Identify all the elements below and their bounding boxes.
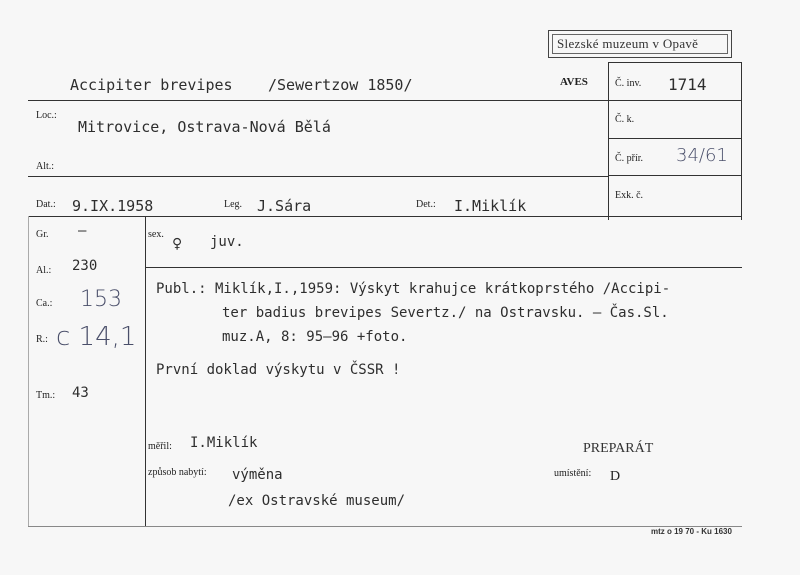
measured-by-value: I.Miklík: [190, 435, 258, 451]
sex-label: sex.: [148, 229, 164, 240]
tail-length-label: Ca.:: [36, 298, 53, 309]
inventory-number-label: Č. inv.: [615, 78, 642, 89]
accession-number-value: 34/61: [676, 145, 728, 166]
sex-age-value: juv.: [210, 234, 244, 250]
locality-value: Mitrovice, Ostrava-Nová Bělá: [78, 118, 331, 136]
publication-line-2: ter badius brevipes Severtz./ na Ostravsku. – Čas.Sl.: [222, 305, 669, 321]
print-code-footer: mtz o 19 70 - Ku 1630: [651, 527, 732, 536]
altitude-label: Alt.:: [36, 161, 55, 172]
date-value: 9.IX.1958: [72, 197, 154, 215]
publication-line-3: muz.A, 8: 95–96 +foto.: [222, 329, 408, 345]
right-box-left-border: [608, 62, 609, 220]
species-author: /Sewertzow 1850/: [268, 76, 413, 94]
altitude-underline: [28, 176, 608, 177]
wing-length-label: Al.:: [36, 265, 52, 276]
first-record-note: První doklad výskytu v ČSSR !: [156, 362, 401, 378]
location-value: D: [610, 469, 621, 484]
publication-line-1: Publ.: Miklík,I.,1959: Výskyt krahujce krátkoprstého /Accipi-: [156, 281, 671, 297]
left-column-border: [145, 216, 146, 526]
acquisition-method-value: výměna: [232, 467, 283, 483]
main-section-divider: [28, 216, 742, 217]
determined-by-label: Det.:: [416, 199, 436, 210]
museum-stamp-text: Slezské muzeum v Opavě: [557, 36, 699, 51]
accession-number-label: Č. přír.: [615, 153, 644, 164]
tail-length-value: 153: [80, 287, 122, 312]
date-label: Dat.:: [36, 199, 56, 210]
right-box-divider-3: [608, 175, 742, 176]
tarsus-length-value: 43: [72, 385, 89, 401]
female-symbol-icon: ♀: [172, 234, 183, 254]
measured-by-label: měřil:: [148, 441, 172, 452]
collector-value: J.Sára: [257, 197, 312, 215]
sex-underline: [145, 267, 742, 268]
card-left-edge: [28, 216, 29, 526]
acquisition-source-value: /ex Ostravské museum/: [228, 493, 406, 509]
right-box-divider-2: [608, 138, 742, 139]
tarsus-length-label: Tm.:: [36, 390, 56, 401]
excursion-number-label: Exk. č.: [615, 190, 644, 201]
location-label: umístění:: [554, 468, 592, 479]
weight-value: –: [78, 223, 87, 239]
species-name: Accipiter brevipes: [70, 76, 233, 94]
acquisition-method-label: způsob nabytí:: [148, 467, 207, 478]
locality-label: Loc.:: [36, 110, 57, 121]
class-label: AVES: [560, 76, 588, 88]
catalogue-number-label: Č. k.: [615, 114, 635, 125]
weight-label: Gr.: [36, 229, 49, 240]
right-box-top-border: [608, 62, 742, 63]
determined-by-value: I.Miklík: [454, 197, 527, 215]
header-underline: [28, 100, 742, 101]
bill-length-label: R.:: [36, 334, 48, 345]
preparation-heading: PREPARÁT: [583, 441, 654, 456]
collector-label: Leg.: [224, 199, 243, 210]
bill-length-value: c 14,1: [56, 322, 137, 352]
card-bottom-line: [28, 526, 742, 527]
inventory-number-value: 1714: [668, 75, 707, 94]
wing-length-value: 230: [72, 258, 98, 274]
right-box-right-border: [741, 62, 742, 220]
